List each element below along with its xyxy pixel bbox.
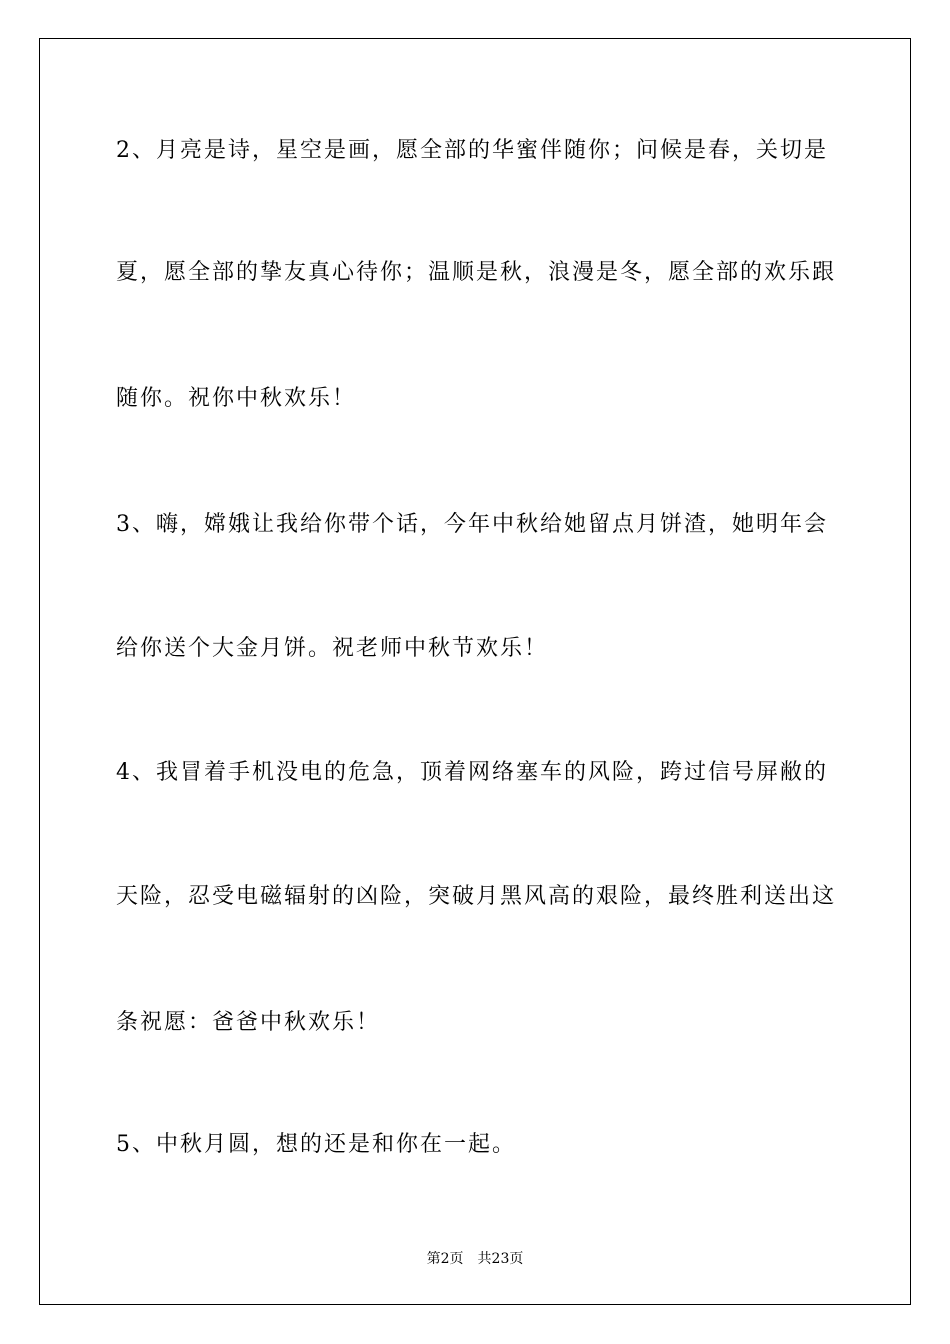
- text-line: 给你送个大金月饼。祝老师中秋节欢乐！: [116, 636, 549, 661]
- text-line: 4、我冒着手机没电的危急，顶着网络塞车的风险，跨过信号屏敝的: [116, 760, 828, 785]
- text-line: 5、中秋月圆，想的还是和你在一起。: [116, 1132, 516, 1157]
- text-line: 随你。祝你中秋欢乐！: [116, 386, 357, 411]
- text-line: 条祝愿：爸爸中秋欢乐！: [116, 1010, 381, 1035]
- text-line: 2、月亮是诗，星空是画，愿全部的华蜜伴随你；问候是春，关切是: [116, 138, 828, 163]
- page-number-footer: 第2页 共23页: [426, 1251, 524, 1267]
- text-line: 夏，愿全部的挚友真心待你；温顺是秋，浪漫是冬，愿全部的欢乐跟: [116, 260, 837, 285]
- text-line: 3、嗨，嫦娥让我给你带个话，今年中秋给她留点月饼渣，她明年会: [116, 512, 828, 537]
- page-border: [39, 38, 911, 1305]
- text-line: 天险，忍受电磁辐射的凶险，突破月黑风高的艰险，最终胜利送出这: [116, 884, 837, 909]
